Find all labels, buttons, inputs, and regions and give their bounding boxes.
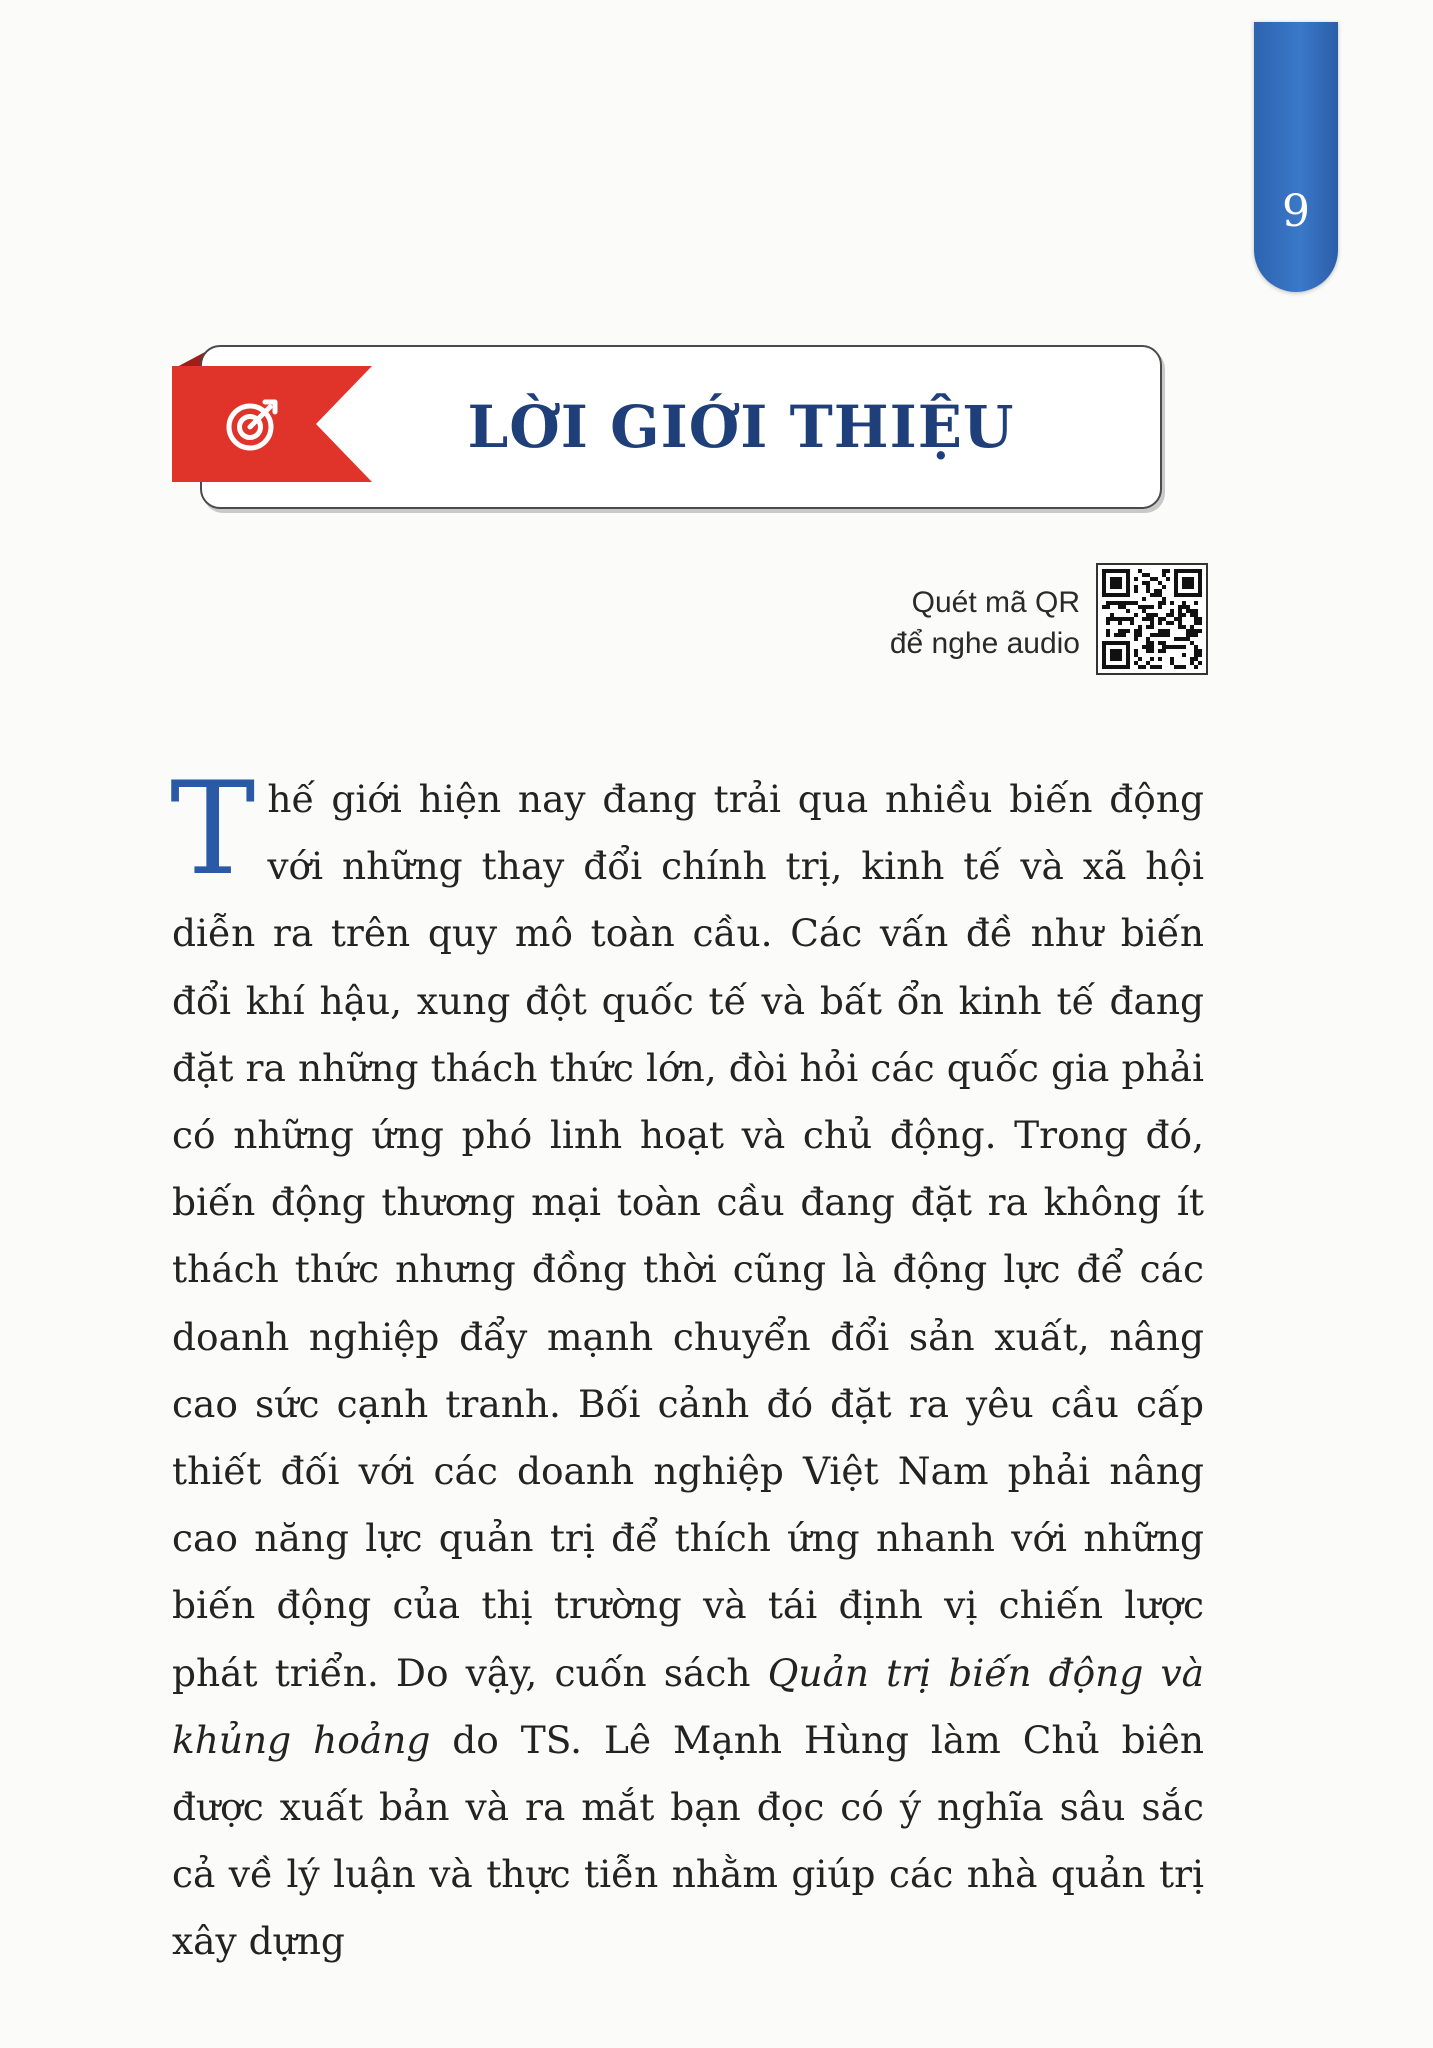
qr-caption-line-2: để nghe audio [889, 627, 1080, 660]
target-icon [225, 398, 279, 452]
drop-cap: T [170, 755, 256, 904]
page-number-tab [1254, 22, 1338, 292]
qr-caption [780, 582, 1080, 664]
chapter-title: LỜI GIỚI THIỆU [467, 393, 1015, 461]
intro-text-2: do TS. Lê Mạnh Hùng làm Chủ biên được xuất bản và ra mắt bạn đọc có ý nghĩa sâu sắc cả về lý luận và thực tiễn nhằm giúp các nhà quản trị xây dựng [172, 1717, 1204, 1964]
intro-text-1: hế giới hiện nay đang trải qua nhiều biến động với những thay đổi chính trị, kinh tế và xã hội diễn ra trên quy mô toàn cầu. Các vấn đề như biến đổi khí hậu, xung đột quốc tế và bất ổn kinh tế đang đặt ra những thách thức lớn, đòi hỏi các quốc gia phải có những ứng phó linh hoạt và chủ động. Trong đó, biến động thương mại toàn cầu đang đặt ra không ít thách thức nhưng đồng thời cũng là động lực để các doanh nghiệp đẩy mạnh chuyển đổi sản xuất, nâng cao sức cạnh tranh. Bối cảnh đó đặt ra yêu cầu cấp thiết đối với các doanh nghiệp Việt Nam phải nâng cao năng lực quản trị để thích ứng nhanh với những biến động của thị trường và tái định vị chiến lược phát triển. Do vậy, cuốn sách [172, 777, 1204, 1695]
qr-code [1096, 563, 1208, 675]
intro-paragraph [170, 755, 1204, 1976]
book-title: Quản trị biến động và khủng hoảng [172, 1650, 1204, 1762]
qr-caption-line-1: Quét mã QR [911, 586, 1080, 619]
page-number: 9 [1282, 186, 1310, 237]
